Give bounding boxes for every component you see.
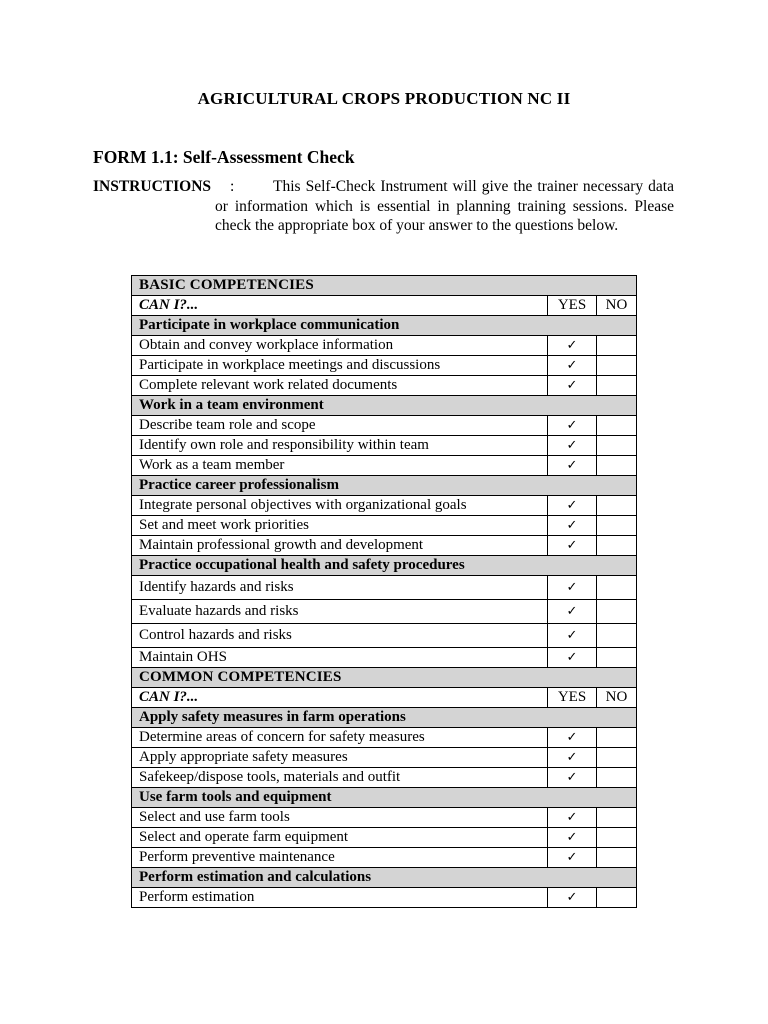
yes-checkbox-cell[interactable] xyxy=(548,536,597,556)
yes-checkbox-cell[interactable] xyxy=(548,848,597,868)
no-checkbox-cell[interactable] xyxy=(597,576,637,600)
form-title: FORM 1.1: Self-Assessment Check xyxy=(93,147,355,167)
checkmark-icon: ✓ xyxy=(566,770,578,785)
checkmark-icon: ✓ xyxy=(566,830,578,845)
competency-item-text: Determine areas of concern for safety measures xyxy=(132,728,548,748)
yes-checkbox-cell[interactable] xyxy=(548,748,597,768)
yes-checkbox-cell[interactable] xyxy=(548,436,597,456)
yes-checkbox-cell[interactable] xyxy=(548,648,597,668)
competency-item-row xyxy=(132,848,637,868)
competency-item-text: Perform preventive maintenance xyxy=(132,848,548,868)
yes-checkbox-cell[interactable] xyxy=(548,624,597,648)
competency-item-text: Safekeep/dispose tools, materials and outfit xyxy=(132,768,548,788)
competency-group-row xyxy=(132,316,637,336)
checkmark-icon: ✓ xyxy=(566,850,578,865)
section-title: COMMON COMPETENCIES xyxy=(132,668,637,688)
no-checkbox-cell[interactable] xyxy=(597,808,637,828)
competency-item-row xyxy=(132,888,637,908)
yes-checkbox-cell[interactable] xyxy=(548,416,597,436)
checkmark-icon: ✓ xyxy=(566,580,578,595)
competency-item-row xyxy=(132,536,637,556)
competency-item-row xyxy=(132,624,637,648)
checkmark-icon: ✓ xyxy=(566,890,578,905)
yes-checkbox-cell[interactable] xyxy=(548,808,597,828)
competency-item-row xyxy=(132,416,637,436)
checkmark-icon: ✓ xyxy=(566,458,578,473)
no-checkbox-cell[interactable] xyxy=(597,536,637,556)
competency-item-row xyxy=(132,748,637,768)
instructions-colon: : xyxy=(230,178,235,195)
section-header-row xyxy=(132,668,637,688)
document-title: AGRICULTURAL CROPS PRODUCTION NC II xyxy=(197,89,571,108)
competency-item-text: Perform estimation xyxy=(132,888,548,908)
instructions-label: INSTRUCTIONS xyxy=(93,178,212,195)
competency-item-text: Maintain OHS xyxy=(132,648,548,668)
yes-checkbox-cell[interactable] xyxy=(548,600,597,624)
no-checkbox-cell[interactable] xyxy=(597,356,637,376)
checkmark-icon: ✓ xyxy=(566,518,578,533)
competency-group-title: Perform estimation and calculations xyxy=(132,868,637,888)
competency-item-row xyxy=(132,576,637,600)
no-column-header: NO xyxy=(597,296,637,316)
competency-item-row xyxy=(132,496,637,516)
yes-checkbox-cell[interactable] xyxy=(548,496,597,516)
can-i-label: CAN I?... xyxy=(132,688,548,708)
competency-group-row xyxy=(132,556,637,576)
yes-checkbox-cell[interactable] xyxy=(548,888,597,908)
yes-column-header: YES xyxy=(548,296,597,316)
yes-checkbox-cell[interactable] xyxy=(548,576,597,600)
no-checkbox-cell[interactable] xyxy=(597,416,637,436)
no-checkbox-cell[interactable] xyxy=(597,496,637,516)
competency-item-row xyxy=(132,828,637,848)
no-checkbox-cell[interactable] xyxy=(597,728,637,748)
competency-group-row xyxy=(132,788,637,808)
competency-item-text: Integrate personal objectives with organizational goals xyxy=(132,496,548,516)
no-checkbox-cell[interactable] xyxy=(597,828,637,848)
no-checkbox-cell[interactable] xyxy=(597,456,637,476)
competency-item-row xyxy=(132,436,637,456)
competency-item-text: Select and operate farm equipment xyxy=(132,828,548,848)
section-title: BASIC COMPETENCIES xyxy=(132,276,637,296)
competency-item-text: Select and use farm tools xyxy=(132,808,548,828)
self-assessment-table xyxy=(131,275,637,908)
no-checkbox-cell[interactable] xyxy=(597,768,637,788)
yes-checkbox-cell[interactable] xyxy=(548,828,597,848)
checkmark-icon: ✓ xyxy=(566,810,578,825)
competency-item-row xyxy=(132,336,637,356)
competency-item-row xyxy=(132,808,637,828)
competency-group-title: Work in a team environment xyxy=(132,396,637,416)
competency-item-row xyxy=(132,768,637,788)
yes-checkbox-cell[interactable] xyxy=(548,376,597,396)
checkmark-icon: ✓ xyxy=(566,418,578,433)
competency-group-title: Practice career professionalism xyxy=(132,476,637,496)
competency-item-text: Control hazards and risks xyxy=(132,624,548,648)
competency-item-row xyxy=(132,376,637,396)
checkmark-icon: ✓ xyxy=(566,650,578,665)
competency-item-text: Identify own role and responsibility within team xyxy=(132,436,548,456)
competency-item-text: Participate in workplace meetings and discussions xyxy=(132,356,548,376)
competency-group-row xyxy=(132,476,637,496)
competency-item-row xyxy=(132,728,637,748)
no-checkbox-cell[interactable] xyxy=(597,600,637,624)
competency-item-row xyxy=(132,648,637,668)
can-i-label: CAN I?... xyxy=(132,296,548,316)
no-checkbox-cell[interactable] xyxy=(597,336,637,356)
yes-checkbox-cell[interactable] xyxy=(548,336,597,356)
no-column-header: NO xyxy=(597,688,637,708)
competency-group-title: Use farm tools and equipment xyxy=(132,788,637,808)
question-header-row xyxy=(132,296,637,316)
checkmark-icon: ✓ xyxy=(566,604,578,619)
competency-group-title: Participate in workplace communication xyxy=(132,316,637,336)
checkmark-icon: ✓ xyxy=(566,358,578,373)
no-checkbox-cell[interactable] xyxy=(597,648,637,668)
competency-item-text: Work as a team member xyxy=(132,456,548,476)
competency-group-row xyxy=(132,396,637,416)
no-checkbox-cell[interactable] xyxy=(597,888,637,908)
yes-checkbox-cell[interactable] xyxy=(548,516,597,536)
yes-column-header: YES xyxy=(548,688,597,708)
competency-item-text: Identify hazards and risks xyxy=(132,576,548,600)
checkmark-icon: ✓ xyxy=(566,538,578,553)
competency-item-text: Maintain professional growth and development xyxy=(132,536,548,556)
no-checkbox-cell[interactable] xyxy=(597,436,637,456)
checkmark-icon: ✓ xyxy=(566,730,578,745)
no-checkbox-cell[interactable] xyxy=(597,748,637,768)
checkmark-icon: ✓ xyxy=(566,750,578,765)
competency-item-row xyxy=(132,600,637,624)
no-checkbox-cell[interactable] xyxy=(597,848,637,868)
checkmark-icon: ✓ xyxy=(566,378,578,393)
no-checkbox-cell[interactable] xyxy=(597,624,637,648)
competency-item-row xyxy=(132,356,637,376)
competency-item-row xyxy=(132,516,637,536)
no-checkbox-cell[interactable] xyxy=(597,516,637,536)
competency-item-text: Evaluate hazards and risks xyxy=(132,600,548,624)
instructions-text: This Self-Check Instrument will give the trainer necessary data or information which is essential in planning training sessions. Please check the appropriate box of your answer to the questions below. xyxy=(215,178,674,234)
yes-checkbox-cell[interactable] xyxy=(548,728,597,748)
yes-checkbox-cell[interactable] xyxy=(548,456,597,476)
competency-item-text: Set and meet work priorities xyxy=(132,516,548,536)
checkmark-icon: ✓ xyxy=(566,628,578,643)
competency-item-text: Obtain and convey workplace information xyxy=(132,336,548,356)
competency-group-title: Apply safety measures in farm operations xyxy=(132,708,637,728)
checkmark-icon: ✓ xyxy=(566,338,578,353)
checkmark-icon: ✓ xyxy=(566,438,578,453)
competency-item-text: Describe team role and scope xyxy=(132,416,548,436)
section-header-row xyxy=(132,276,637,296)
no-checkbox-cell[interactable] xyxy=(597,376,637,396)
yes-checkbox-cell[interactable] xyxy=(548,356,597,376)
competency-item-text: Apply appropriate safety measures xyxy=(132,748,548,768)
competency-group-row xyxy=(132,868,637,888)
yes-checkbox-cell[interactable] xyxy=(548,768,597,788)
competency-group-title: Practice occupational health and safety procedures xyxy=(132,556,637,576)
competency-item-row xyxy=(132,456,637,476)
competency-group-row xyxy=(132,708,637,728)
instructions xyxy=(93,177,674,236)
competency-item-text: Complete relevant work related documents xyxy=(132,376,548,396)
checkmark-icon: ✓ xyxy=(566,498,578,513)
question-header-row xyxy=(132,688,637,708)
